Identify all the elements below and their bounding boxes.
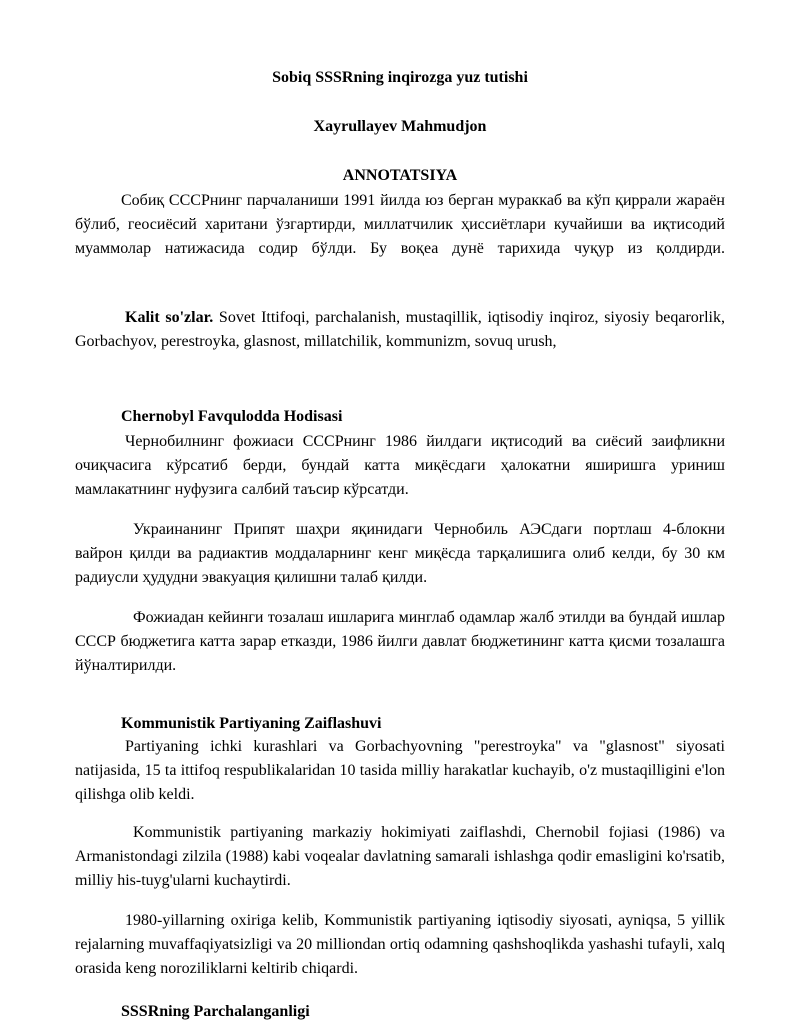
party-paragraph-2: Kommunistik partiyaning markaziy hokimiyati zaiflashdi, Chernobil fojiasi (1986) va Armanistondagi zilzila (1988) kabi voqealar davlatning samarali ishlashga qodir emasligini ko'rsatib, milliy his-tuyg'ularni kuchaytirdi.	[75, 824, 725, 889]
chernobyl-paragraph-3: Фожиадан кейинги тозалаш ишларига минглаб одамлар жалб этилди ва бундай ишлар СССР бюджетига катта зарар етказди, 1986 йилги давлат бюджетининг катта қисми тозалашга йўналтирилди.	[75, 609, 725, 674]
chernobyl-paragraph-2: Украинанинг Припят шаҳри яқинидаги Чернобиль АЭСдаги портлаш 4-блокни вайрон қилди ва радиактив моддаларнинг кенг миқёсда тарқалишига олиб келди, бу 30 км радиусли ҳудудни эвакуация қилишни талаб қилди.	[75, 521, 725, 586]
section-heading-chernobyl: Chernobyl Favqulodda Hodisasi	[121, 408, 343, 425]
party-paragraph-3: 1980-yillarning oxiriga kelib, Kommunistik partiyaning iqtisodiy siyosati, ayniqsa, 5 yillik rejalarning muvaffaqiyatsizligi va 20 milliondan ortiq odamning qashshoqlikda yashashi tufayli, xalq orasida keng noroziliklarni keltirib chiqardi.	[75, 912, 725, 977]
keywords-paragraph	[75, 306, 725, 354]
annotation-heading: ANNOTATSIYA	[342, 167, 458, 184]
annotation-text: Собиқ СССРнинг парчаланиши 1991 йилда юз берган мураккаб ва кўп қиррали жараён бўлиб, геосиёсий харитани ўзгартирди, миллатчилик ҳиссиётлари кучайиши ва иқтисодий муаммолар натижасида содир бўлди. Бу воқеа дунё тарихида чуқур из қолдирди.	[75, 192, 725, 257]
keywords-text: Sovet Ittifoqi, parchalanish, mustaqillik, iqtisodiy inqiroz, siyosiy beqarorlik, Gorbachyov, perestroyka, glasnost, millatchilik, kommunizm, sovuq urush,	[75, 309, 725, 350]
author-name: Xayrullayev Mahmudjon	[313, 118, 487, 135]
document-title: Sobiq SSSRning inqirozga yuz tutishi	[272, 69, 528, 86]
keywords-label: Kalit so'zlar.	[125, 309, 214, 326]
party-paragraph-1: Partiyaning ichki kurashlari va Gorbachyovning "perestroyka" va "glasnost" siyosati natijasida, 15 ta ittifoq respublikalaridan 10 tasida milliy harakatlar kuchayib, o'z mustaqilligini e'lon qilishga olib keldi.	[75, 738, 725, 803]
section-heading-ussr-collapse: SSSRning Parchalanganligi	[121, 1003, 310, 1020]
section-heading-communist-party: Kommunistik Partiyaning Zaiflashuvi	[121, 715, 382, 732]
chernobyl-paragraph-1: Чернобилнинг фожиаси СССРнинг 1986 йилдаги иқтисодий ва сиёсий заифликни очиқчасига кўрсатиб берди, бундай катта миқёсдаги ҳалокатни яширишга уриниш мамлакатнинг нуфузига салбий таъсир кўрсатди.	[75, 433, 725, 498]
